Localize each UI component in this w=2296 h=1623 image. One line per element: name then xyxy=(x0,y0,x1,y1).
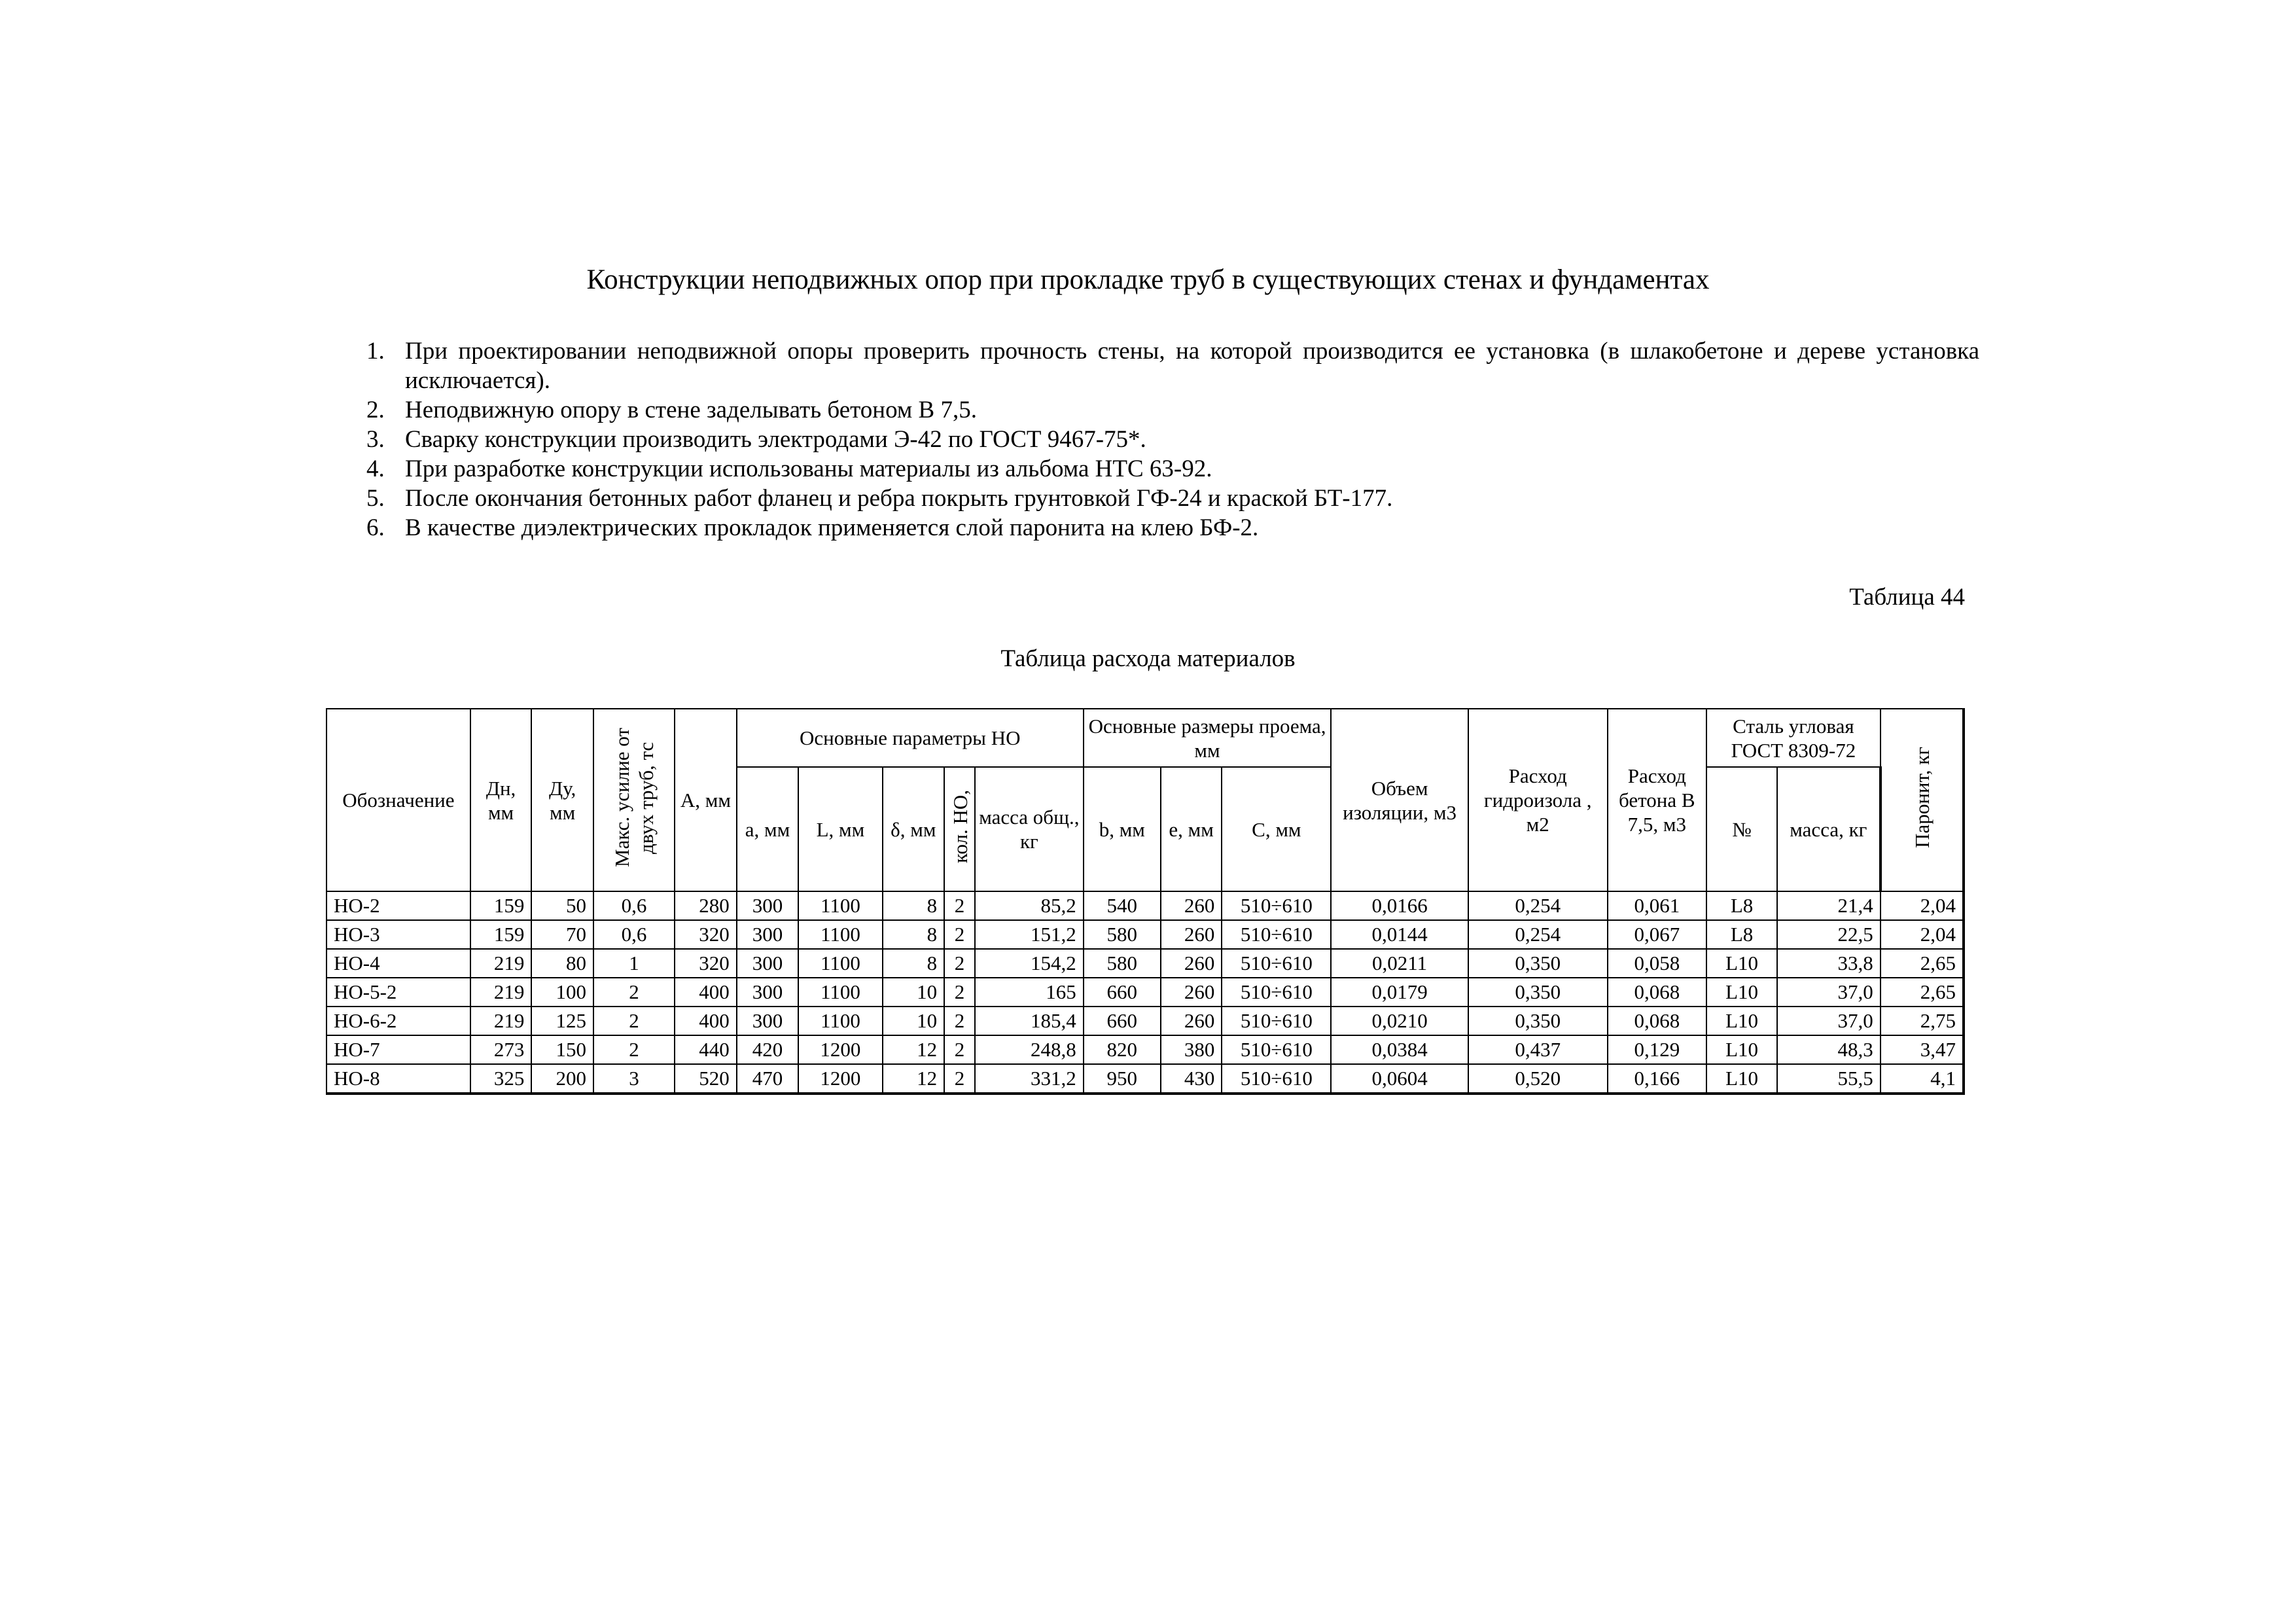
table-cell: 1100 xyxy=(798,978,882,1007)
table-caption: Таблица расхода материалов xyxy=(1000,645,1296,672)
table-cell: 2 xyxy=(944,949,975,978)
table-cell: 0,437 xyxy=(1468,1035,1608,1064)
table-cell: 0,6 xyxy=(593,920,675,949)
table-cell: 540 xyxy=(1084,891,1161,920)
table-cell: 510÷610 xyxy=(1222,1035,1331,1064)
table-cell: 2 xyxy=(593,1007,675,1035)
table-cell: 10 xyxy=(883,1007,945,1035)
table-cell: 0,254 xyxy=(1468,920,1608,949)
note-number: 1. xyxy=(366,338,385,365)
table-cell: 0,350 xyxy=(1468,1007,1608,1035)
table-cell: 0,068 xyxy=(1608,978,1707,1007)
table-cell: 300 xyxy=(737,978,799,1007)
table-cell: 0,0211 xyxy=(1331,949,1468,978)
group-header-main-params: Основные параметры НО xyxy=(737,709,1084,767)
table-cell: 200 xyxy=(531,1064,593,1094)
table-cell: 21,4 xyxy=(1777,891,1881,920)
table-cell: 159 xyxy=(470,920,532,949)
table-cell: 1100 xyxy=(798,920,882,949)
table-cell: 660 xyxy=(1084,978,1161,1007)
col-header-du: Ду, мм xyxy=(531,709,593,891)
note-text: При проектировании неподвижной опоры проверить прочность стены, на которой производится ее установка (в шлакобетоне и дереве установка исключается). xyxy=(405,338,1979,394)
notes-list xyxy=(357,336,1979,543)
col-header-max-force-text: Макс. усилие от двух труб, тс xyxy=(610,728,658,867)
table-cell: 0,520 xyxy=(1468,1064,1608,1094)
table-cell: 2 xyxy=(944,978,975,1007)
note-number: 3. xyxy=(366,426,385,453)
table-cell: 1100 xyxy=(798,949,882,978)
table-cell: 420 xyxy=(737,1035,799,1064)
note-item xyxy=(357,513,1979,543)
note-number: 5. xyxy=(366,485,385,512)
col-header-max-force xyxy=(593,709,675,891)
table-cell: 280 xyxy=(675,891,737,920)
table-cell: 70 xyxy=(531,920,593,949)
table-cell: НО-7 xyxy=(327,1035,470,1064)
table-cell: 0,129 xyxy=(1608,1035,1707,1064)
table-cell: 0,0179 xyxy=(1331,978,1468,1007)
col-header-steel-no: № xyxy=(1706,767,1777,891)
table-cell: 219 xyxy=(470,978,532,1007)
table-cell: 0,061 xyxy=(1608,891,1707,920)
table-number: Таблица 44 xyxy=(1849,584,1965,611)
table-cell: L10 xyxy=(1706,1007,1777,1035)
table-cell: 2,04 xyxy=(1881,920,1964,949)
materials-table xyxy=(326,708,1965,1095)
table-cell: 300 xyxy=(737,949,799,978)
table-cell: 3 xyxy=(593,1064,675,1094)
table-cell: 8 xyxy=(883,949,945,978)
table-row xyxy=(327,920,1964,949)
table-cell: 48,3 xyxy=(1777,1035,1881,1064)
table-cell: 1 xyxy=(593,949,675,978)
table-cell: НО-6-2 xyxy=(327,1007,470,1035)
table-cell: 2 xyxy=(944,1007,975,1035)
note-item xyxy=(357,425,1979,454)
note-item xyxy=(357,336,1979,395)
table-cell: 219 xyxy=(470,1007,532,1035)
table-cell: 55,5 xyxy=(1777,1064,1881,1094)
col-header-insulation: Объем изоляции, м3 xyxy=(1331,709,1468,891)
table-cell: 510÷610 xyxy=(1222,978,1331,1007)
table-cell: 0,068 xyxy=(1608,1007,1707,1035)
table-cell: 260 xyxy=(1161,920,1222,949)
col-header-concrete: Расход бетона В 7,5, м3 xyxy=(1608,709,1707,891)
table-cell: НО-4 xyxy=(327,949,470,978)
table-cell: 0,058 xyxy=(1608,949,1707,978)
table-cell: 0,0384 xyxy=(1331,1035,1468,1064)
table-cell: 8 xyxy=(883,920,945,949)
table-cell: 400 xyxy=(675,978,737,1007)
col-header-b: b, мм xyxy=(1084,767,1161,891)
table-cell: 37,0 xyxy=(1777,1007,1881,1035)
table-cell: 0,067 xyxy=(1608,920,1707,949)
table-cell: НО-3 xyxy=(327,920,470,949)
col-header-l: L, мм xyxy=(798,767,882,891)
table-cell: 50 xyxy=(531,891,593,920)
table-cell: 0,0144 xyxy=(1331,920,1468,949)
table-cell: 380 xyxy=(1161,1035,1222,1064)
table-cell: 185,4 xyxy=(975,1007,1084,1035)
table-cell: 1200 xyxy=(798,1064,882,1094)
table-cell: 80 xyxy=(531,949,593,978)
col-header-a-big: А, мм xyxy=(675,709,737,891)
table-row xyxy=(327,891,1964,920)
table-cell: 2,65 xyxy=(1881,978,1964,1007)
table-cell: 510÷610 xyxy=(1222,891,1331,920)
table-cell: 33,8 xyxy=(1777,949,1881,978)
table-row xyxy=(327,1035,1964,1064)
table-cell: 0,350 xyxy=(1468,949,1608,978)
table-row xyxy=(327,1007,1964,1035)
table-header xyxy=(327,709,1964,891)
note-number: 6. xyxy=(366,514,385,541)
table-cell: 154,2 xyxy=(975,949,1084,978)
table-cell: 331,2 xyxy=(975,1064,1084,1094)
note-item xyxy=(357,454,1979,484)
table-cell: 1100 xyxy=(798,1007,882,1035)
col-header-steel-mass: масса, кг xyxy=(1777,767,1881,891)
table-cell: 100 xyxy=(531,978,593,1007)
table-body xyxy=(327,891,1964,1094)
table-cell: 0,350 xyxy=(1468,978,1608,1007)
table-cell: 0,254 xyxy=(1468,891,1608,920)
col-header-delta: δ, мм xyxy=(883,767,945,891)
table-cell: НО-5-2 xyxy=(327,978,470,1007)
table-cell: 4,1 xyxy=(1881,1064,1964,1094)
table-cell: 510÷610 xyxy=(1222,949,1331,978)
table-cell: 300 xyxy=(737,1007,799,1035)
note-number: 2. xyxy=(366,397,385,423)
table-cell: 2 xyxy=(593,978,675,1007)
table-cell: 150 xyxy=(531,1035,593,1064)
table-cell: 260 xyxy=(1161,1007,1222,1035)
col-header-paronite xyxy=(1881,709,1964,891)
col-header-c: С, мм xyxy=(1222,767,1331,891)
table-row xyxy=(327,949,1964,978)
note-item xyxy=(357,395,1979,425)
table-cell: 125 xyxy=(531,1007,593,1035)
table-cell: 320 xyxy=(675,920,737,949)
table-cell: 37,0 xyxy=(1777,978,1881,1007)
table-cell: 12 xyxy=(883,1035,945,1064)
note-text: Неподвижную опору в стене заделывать бетоном В 7,5. xyxy=(405,397,977,423)
table-cell: 12 xyxy=(883,1064,945,1094)
table-cell: 660 xyxy=(1084,1007,1161,1035)
table-cell: 159 xyxy=(470,891,532,920)
table-cell: L10 xyxy=(1706,949,1777,978)
table-cell: L10 xyxy=(1706,1064,1777,1094)
table-cell: 950 xyxy=(1084,1064,1161,1094)
table-row xyxy=(327,978,1964,1007)
table-cell: 2 xyxy=(944,1035,975,1064)
table-cell: 820 xyxy=(1084,1035,1161,1064)
table-cell: 260 xyxy=(1161,978,1222,1007)
table-cell: 151,2 xyxy=(975,920,1084,949)
table-cell: L8 xyxy=(1706,891,1777,920)
table-cell: L10 xyxy=(1706,978,1777,1007)
table-cell: 165 xyxy=(975,978,1084,1007)
col-header-paronite-text: Паронит, кг xyxy=(1910,747,1934,848)
table-cell: 2 xyxy=(944,891,975,920)
table-cell: НО-8 xyxy=(327,1064,470,1094)
table-cell: 300 xyxy=(737,891,799,920)
group-header-opening: Основные размеры проема, мм xyxy=(1084,709,1332,767)
group-header-steel: Сталь угловая ГОСТ 8309-72 xyxy=(1706,709,1881,767)
table-cell: 3,47 xyxy=(1881,1035,1964,1064)
table-cell: 2 xyxy=(593,1035,675,1064)
table-cell: 580 xyxy=(1084,949,1161,978)
col-header-e: е, мм xyxy=(1161,767,1222,891)
note-text: После окончания бетонных работ фланец и ребра покрыть грунтовкой ГФ-24 и краской БТ-177. xyxy=(405,485,1393,512)
table-cell: 325 xyxy=(470,1064,532,1094)
table-row xyxy=(327,1064,1964,1094)
table-cell: 510÷610 xyxy=(1222,920,1331,949)
table-cell: 300 xyxy=(737,920,799,949)
table-cell: 510÷610 xyxy=(1222,1007,1331,1035)
col-header-mass-total: масса общ., кг xyxy=(975,767,1084,891)
col-header-a-small: а, мм xyxy=(737,767,799,891)
table-cell: 0,6 xyxy=(593,891,675,920)
table-cell: 0,0166 xyxy=(1331,891,1468,920)
table-cell: 520 xyxy=(675,1064,737,1094)
note-item xyxy=(357,484,1979,513)
table-cell: 248,8 xyxy=(975,1035,1084,1064)
table-cell: 430 xyxy=(1161,1064,1222,1094)
table-cell: 10 xyxy=(883,978,945,1007)
document-title: Конструкции неподвижных опор при прокладке труб в существующих стенах и фундаментах xyxy=(586,264,1710,295)
table-cell: 1200 xyxy=(798,1035,882,1064)
table-cell: 2,65 xyxy=(1881,949,1964,978)
table-cell: 440 xyxy=(675,1035,737,1064)
col-header-waterproof: Расход гидроизола , м2 xyxy=(1468,709,1608,891)
col-header-count xyxy=(944,767,975,891)
table-cell: 0,0210 xyxy=(1331,1007,1468,1035)
col-header-count-text: кол. НО, шт xyxy=(949,789,975,864)
table-cell: 260 xyxy=(1161,949,1222,978)
table-cell: 0,166 xyxy=(1608,1064,1707,1094)
table-cell: 22,5 xyxy=(1777,920,1881,949)
table-cell: 8 xyxy=(883,891,945,920)
col-header-designation: Обозначение xyxy=(327,709,470,891)
note-text: Сварку конструкции производить электродами Э-42 по ГОСТ 9467-75*. xyxy=(405,426,1146,453)
table-cell: 2 xyxy=(944,1064,975,1094)
table-cell: 260 xyxy=(1161,891,1222,920)
table-cell: 219 xyxy=(470,949,532,978)
table-cell: 510÷610 xyxy=(1222,1064,1331,1094)
table-cell: 2,75 xyxy=(1881,1007,1964,1035)
table-cell: 470 xyxy=(737,1064,799,1094)
note-text: В качестве диэлектрических прокладок применяется слой паронита на клею БФ-2. xyxy=(405,514,1259,541)
table-cell: 2,04 xyxy=(1881,891,1964,920)
table-cell: 0,0604 xyxy=(1331,1064,1468,1094)
table-cell: L8 xyxy=(1706,920,1777,949)
table-cell: L10 xyxy=(1706,1035,1777,1064)
note-text: При разработке конструкции использованы материалы из альбома НТС 63-92. xyxy=(405,455,1212,482)
table-cell: 1100 xyxy=(798,891,882,920)
table-cell: 273 xyxy=(470,1035,532,1064)
table-cell: 400 xyxy=(675,1007,737,1035)
table-cell: 2 xyxy=(944,920,975,949)
note-number: 4. xyxy=(366,455,385,482)
col-header-dn: Дн, мм xyxy=(470,709,532,891)
table-cell: 320 xyxy=(675,949,737,978)
table-cell: 85,2 xyxy=(975,891,1084,920)
table-cell: НО-2 xyxy=(327,891,470,920)
table-cell: 580 xyxy=(1084,920,1161,949)
